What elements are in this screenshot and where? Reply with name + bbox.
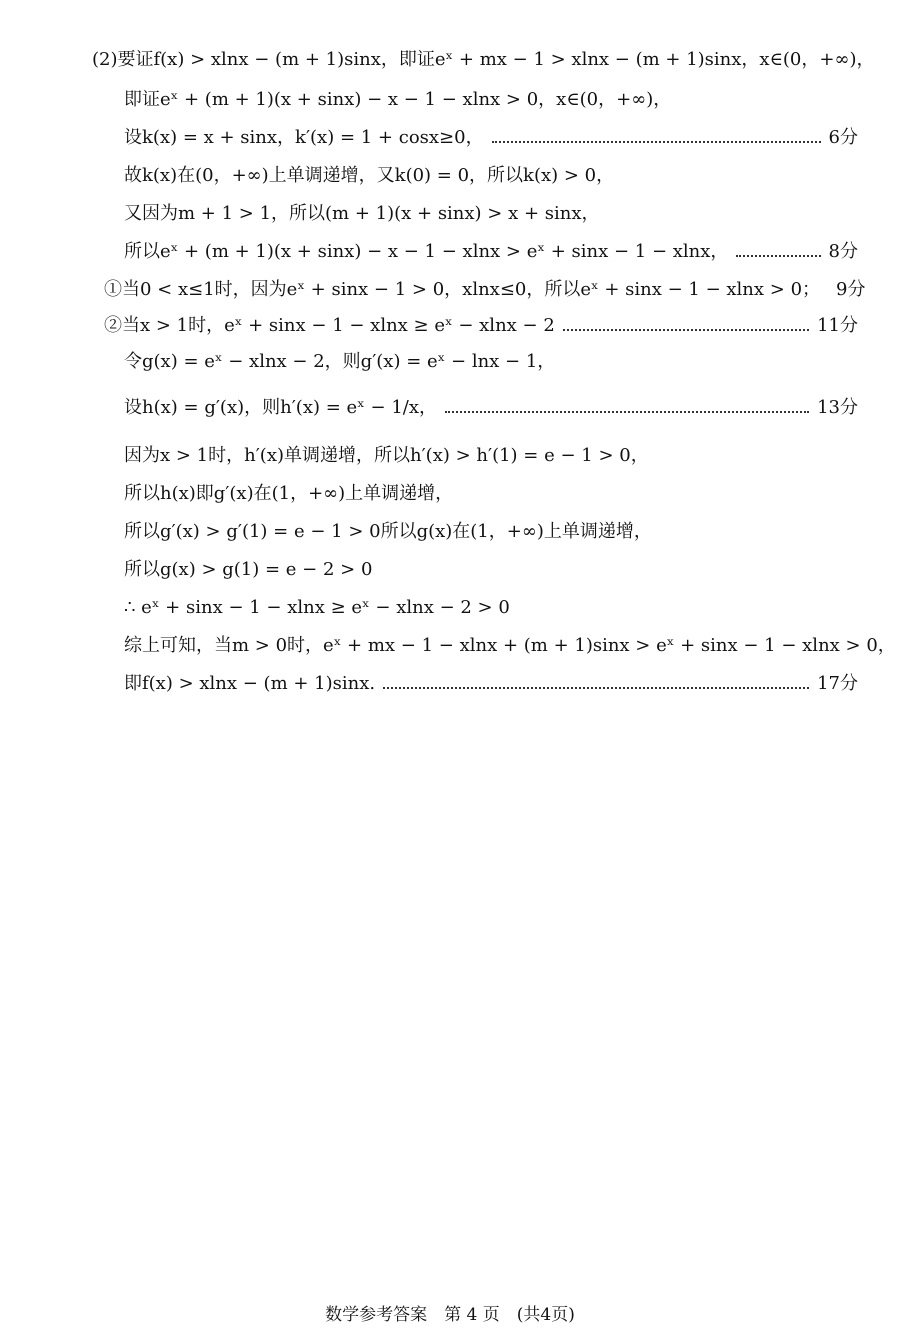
score-label: 9分 <box>836 279 866 300</box>
solution-line-2 <box>124 88 862 112</box>
solution-text: 所以g(x) > g(1) = e − 2 > 0 <box>124 559 373 580</box>
solution-line-16 <box>124 634 896 658</box>
dot-leader <box>492 141 821 143</box>
page-footer: 数学参考答案 第 4 页 (共4页) <box>325 1305 575 1325</box>
solution-text: 即f(x) > xlnx − (m + 1)sinx. <box>124 673 376 694</box>
solution-line-15 <box>124 596 862 620</box>
solution-line-4 <box>124 164 862 188</box>
solution-text: 设h(x) = g′(x)，则h′(x) = eˣ − 1/x， <box>124 397 437 418</box>
solution-text: ①当0 < x≤1时，因为eˣ + sinx − 1 > 0，xlnx≤0，所以eˣ + sinx − 1 − xlnx > 0； <box>104 279 821 300</box>
solution-line-8 <box>104 314 858 338</box>
solution-line-7 <box>104 278 866 302</box>
solution-text: ∴ eˣ + sinx − 1 − xlnx ≥ eˣ − xlnx − 2 > 0 <box>124 597 510 618</box>
score-label: 8分 <box>828 241 858 262</box>
dot-leader <box>445 411 809 413</box>
score-label: 13分 <box>817 397 858 418</box>
solution-text: 所以eˣ + (m + 1)(x + sinx) − x − 1 − xlnx > eˣ + sinx − 1 − xlnx， <box>124 241 729 262</box>
solution-text: 因为x > 1时，h′(x)单调递增，所以h′(x) > h′(1) = e − 1 > 0， <box>124 445 649 466</box>
solution-line-6 <box>124 240 858 264</box>
solution-line-5 <box>124 202 862 226</box>
score-label: 6分 <box>828 127 858 148</box>
solution-text: 故k(x)在(0，+∞)上单调递增，又k(0) = 0，所以k(x) > 0， <box>124 165 615 186</box>
solution-text: 所以h(x)即g′(x)在(1，+∞)上单调递增， <box>124 483 454 504</box>
solution-line-10 <box>124 396 858 420</box>
solution-line-9 <box>124 350 862 374</box>
solution-line-17 <box>124 672 858 696</box>
solution-text: ②当x > 1时，eˣ + sinx − 1 − xlnx ≥ eˣ − xlnx − 2 <box>104 315 555 336</box>
solution-line-1 <box>92 48 875 72</box>
dot-leader <box>563 329 809 331</box>
solution-text: 综上可知，当m > 0时，eˣ + mx − 1 − xlnx + (m + 1)sinx > eˣ + sinx − 1 − xlnx > 0， <box>124 635 896 656</box>
solution-line-12 <box>124 482 862 506</box>
solution-text: 又因为m + 1 > 1，所以(m + 1)(x + sinx) > x + sinx， <box>124 203 600 224</box>
solution-line-14 <box>124 558 862 582</box>
solution-text: 即证eˣ + (m + 1)(x + sinx) − x − 1 − xlnx > 0，x∈(0，+∞)， <box>124 89 672 110</box>
solution-line-11 <box>124 444 862 468</box>
solution-line-13 <box>124 520 862 544</box>
solution-text: 令g(x) = eˣ − xlnx − 2，则g′(x) = eˣ − lnx − 1， <box>124 351 556 372</box>
score-label: 11分 <box>817 315 858 336</box>
score-label: 17分 <box>817 673 858 694</box>
solution-text: 所以g′(x) > g′(1) = e − 1 > 0所以g(x)在(1，+∞)上单调递增， <box>124 521 652 542</box>
solution-text: 设k(x) = x + sinx，k′(x) = 1 + cosx≥0， <box>124 127 484 148</box>
dot-leader <box>383 687 809 689</box>
solution-line-3 <box>124 126 858 150</box>
dot-leader <box>736 255 820 257</box>
solution-text: (2)要证f(x) > xlnx − (m + 1)sinx，即证eˣ + mx − 1 > xlnx − (m + 1)sinx，x∈(0，+∞)， <box>92 49 875 70</box>
